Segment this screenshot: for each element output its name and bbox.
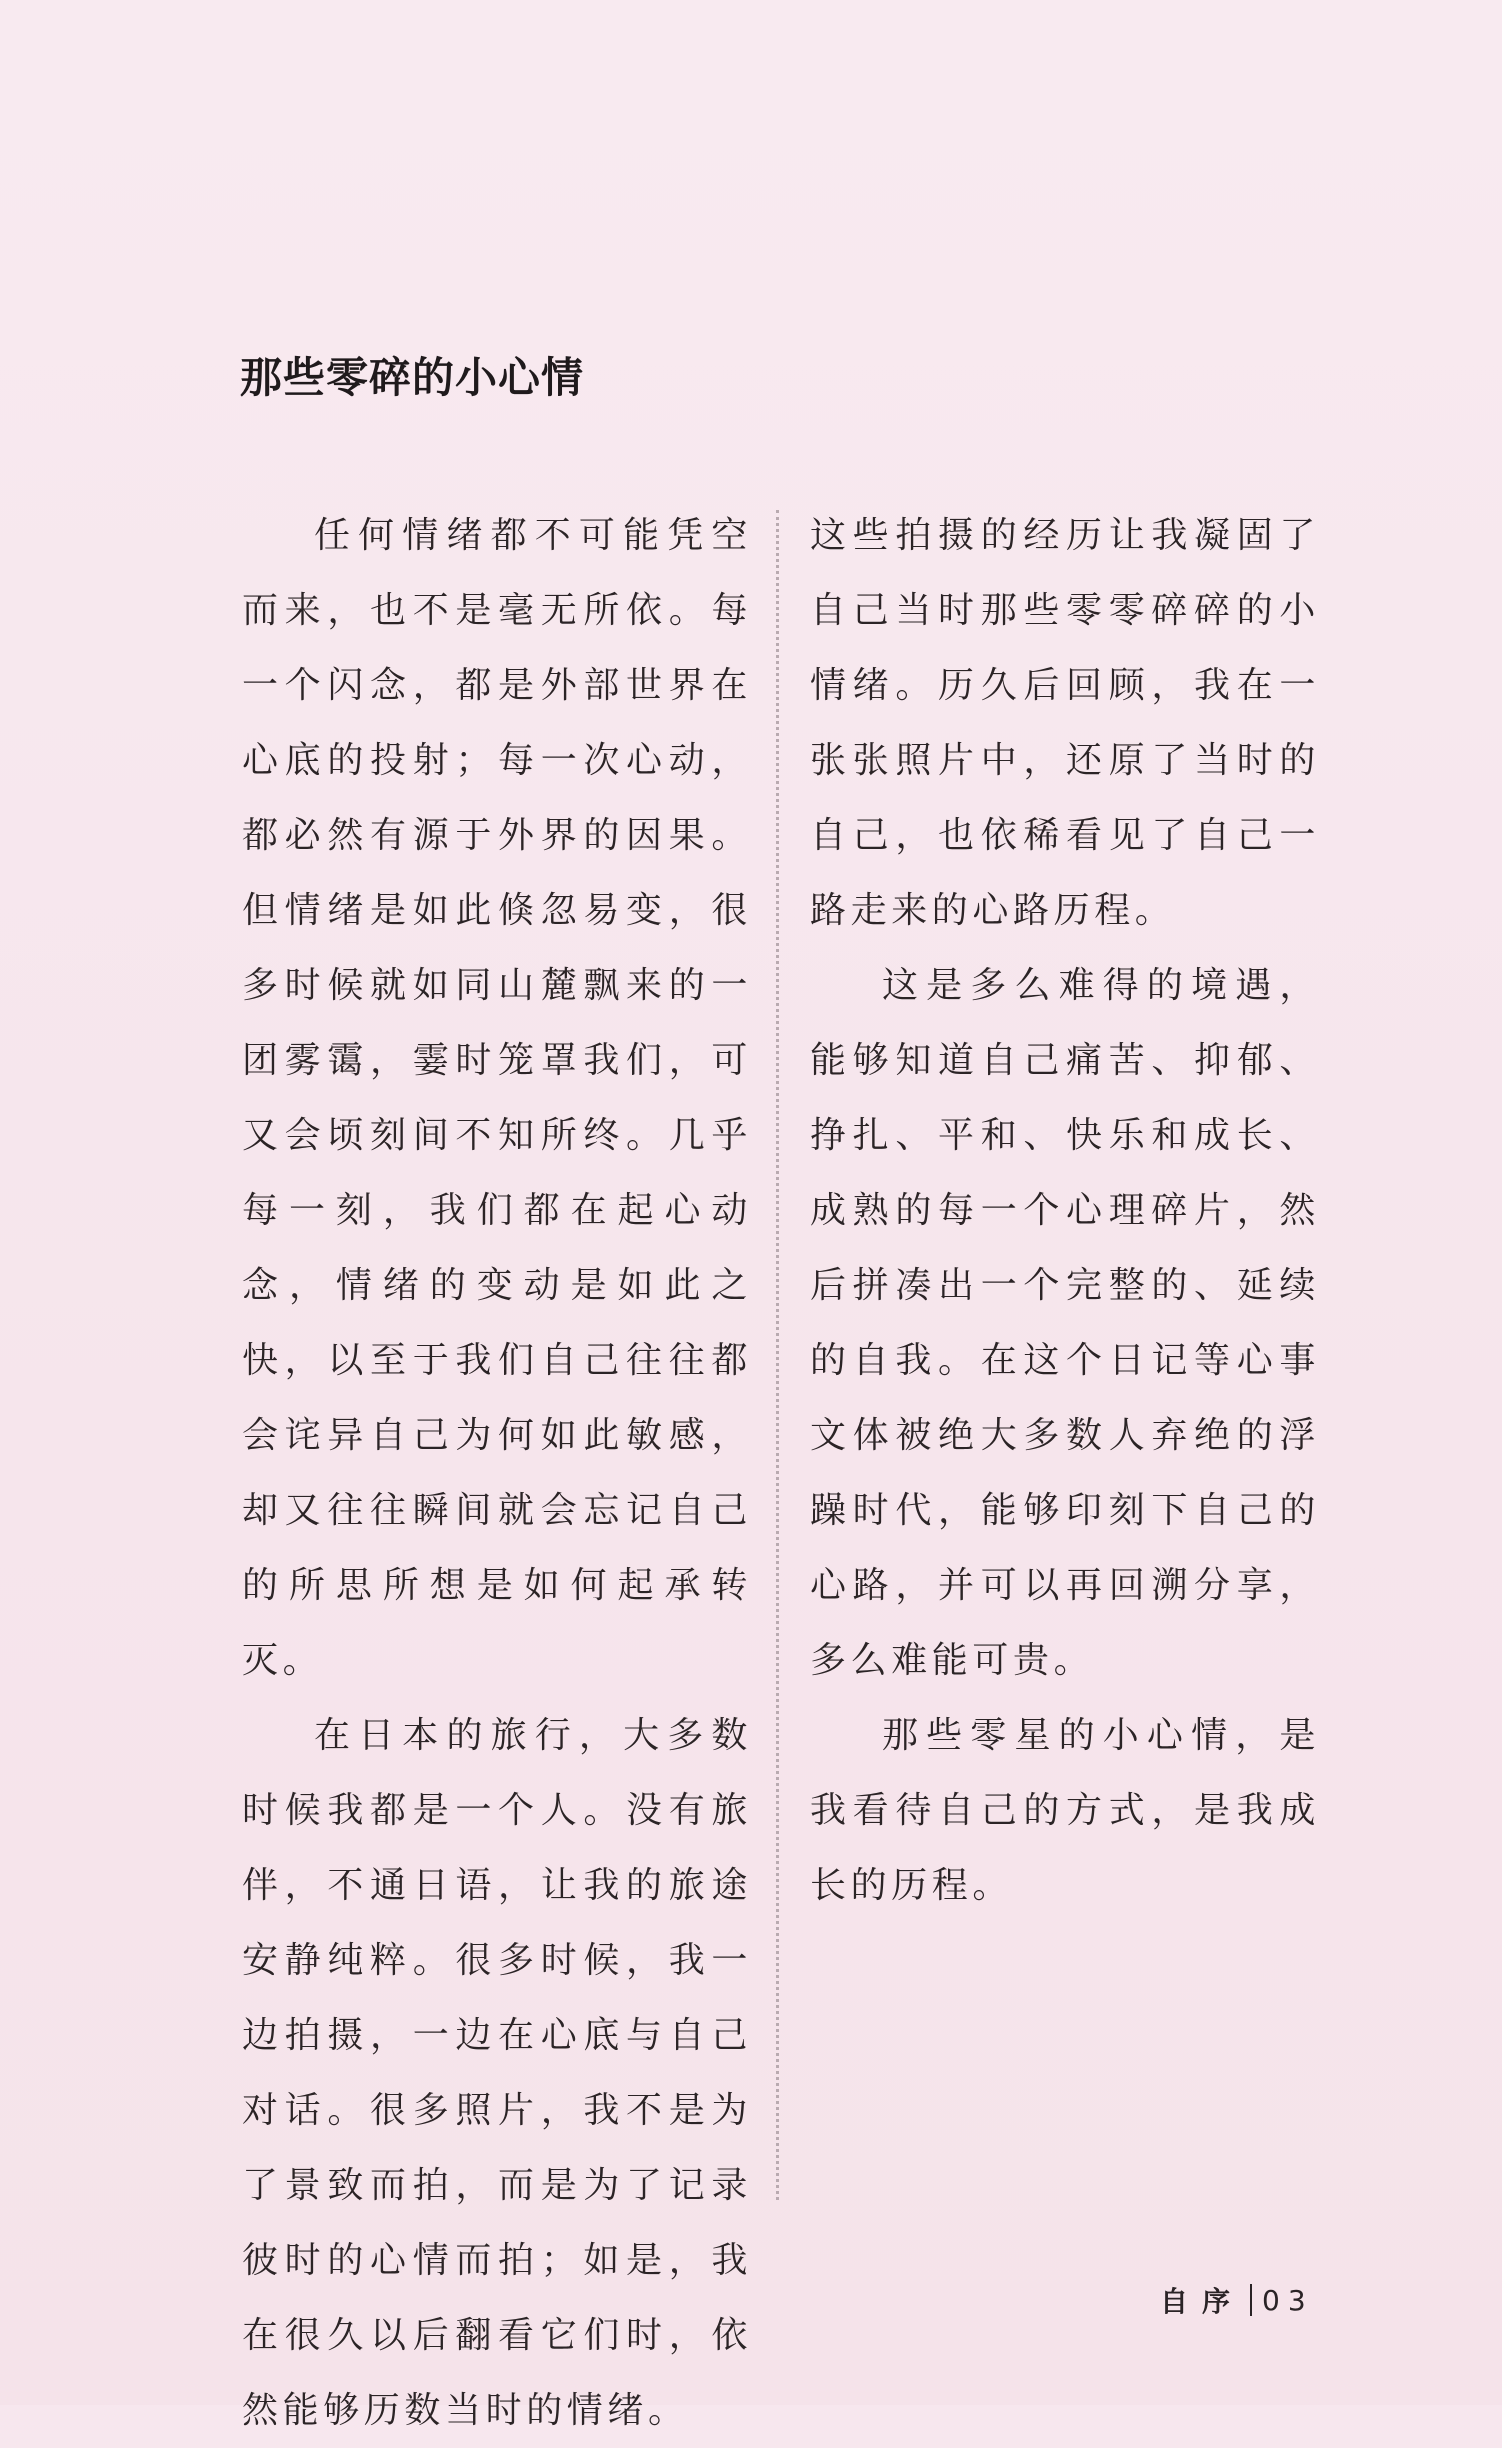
footer-separator	[1250, 2284, 1252, 2316]
paragraph: 那些零星的小心情，是我看待自己的方式，是我成长的历程。	[810, 1715, 1320, 1906]
left-column	[242, 498, 752, 2448]
column-divider	[776, 510, 779, 2200]
paragraph: 这是多么难得的境遇，能够知道自己痛苦、抑郁、挣扎、平和、快乐和成长、成熟的每一个心理碎片，然后拼凑出一个完整的、延续的自我。在这个日记等心事文体被绝大多数人弃绝的浮躁时代，能够印刻下自己的心路，并可以再回溯分享，多么难能可贵。	[810, 965, 1320, 1681]
chapter-title: 那些零碎的小心情	[240, 353, 585, 402]
section-label: 自序	[1160, 2285, 1245, 2318]
right-column	[810, 498, 1320, 1923]
paragraph-continuation: 这些拍摄的经历让我凝固了自己当时那些零零碎碎的小情绪。历久后回顾，我在一张张照片中，还原了当时的自己，也依稀看见了自己一路走来的心路历程。	[810, 515, 1320, 931]
page-number: 03	[1262, 2283, 1314, 2317]
paragraph: 在日本的旅行，大多数时候我都是一个人。没有旅伴，不通日语，让我的旅途安静纯粹。很多时候，我一边拍摄，一边在心底与自己对话。很多照片，我不是为了景致而拍，而是为了记录彼时的心情而拍；如是，我在很久以后翻看它们时，依然能够历数当时的情绪。	[242, 1715, 752, 2431]
paragraph: 任何情绪都不可能凭空而来，也不是毫无所依。每一个闪念，都是外部世界在心底的投射；每一次心动，都必然有源于外界的因果。但情绪是如此倏忽易变，很多时候就如同山麓飘来的一团雾霭，霎时笼罩我们，可又会顷刻间不知所终。几乎每一刻，我们都在起心动念，情绪的变动是如此之快，以至于我们自己往往都会诧异自己为何如此敏感，却又往往瞬间就会忘记自己的所思所想是如何起承转灭。	[242, 515, 752, 1681]
page-footer	[1160, 2277, 1314, 2323]
